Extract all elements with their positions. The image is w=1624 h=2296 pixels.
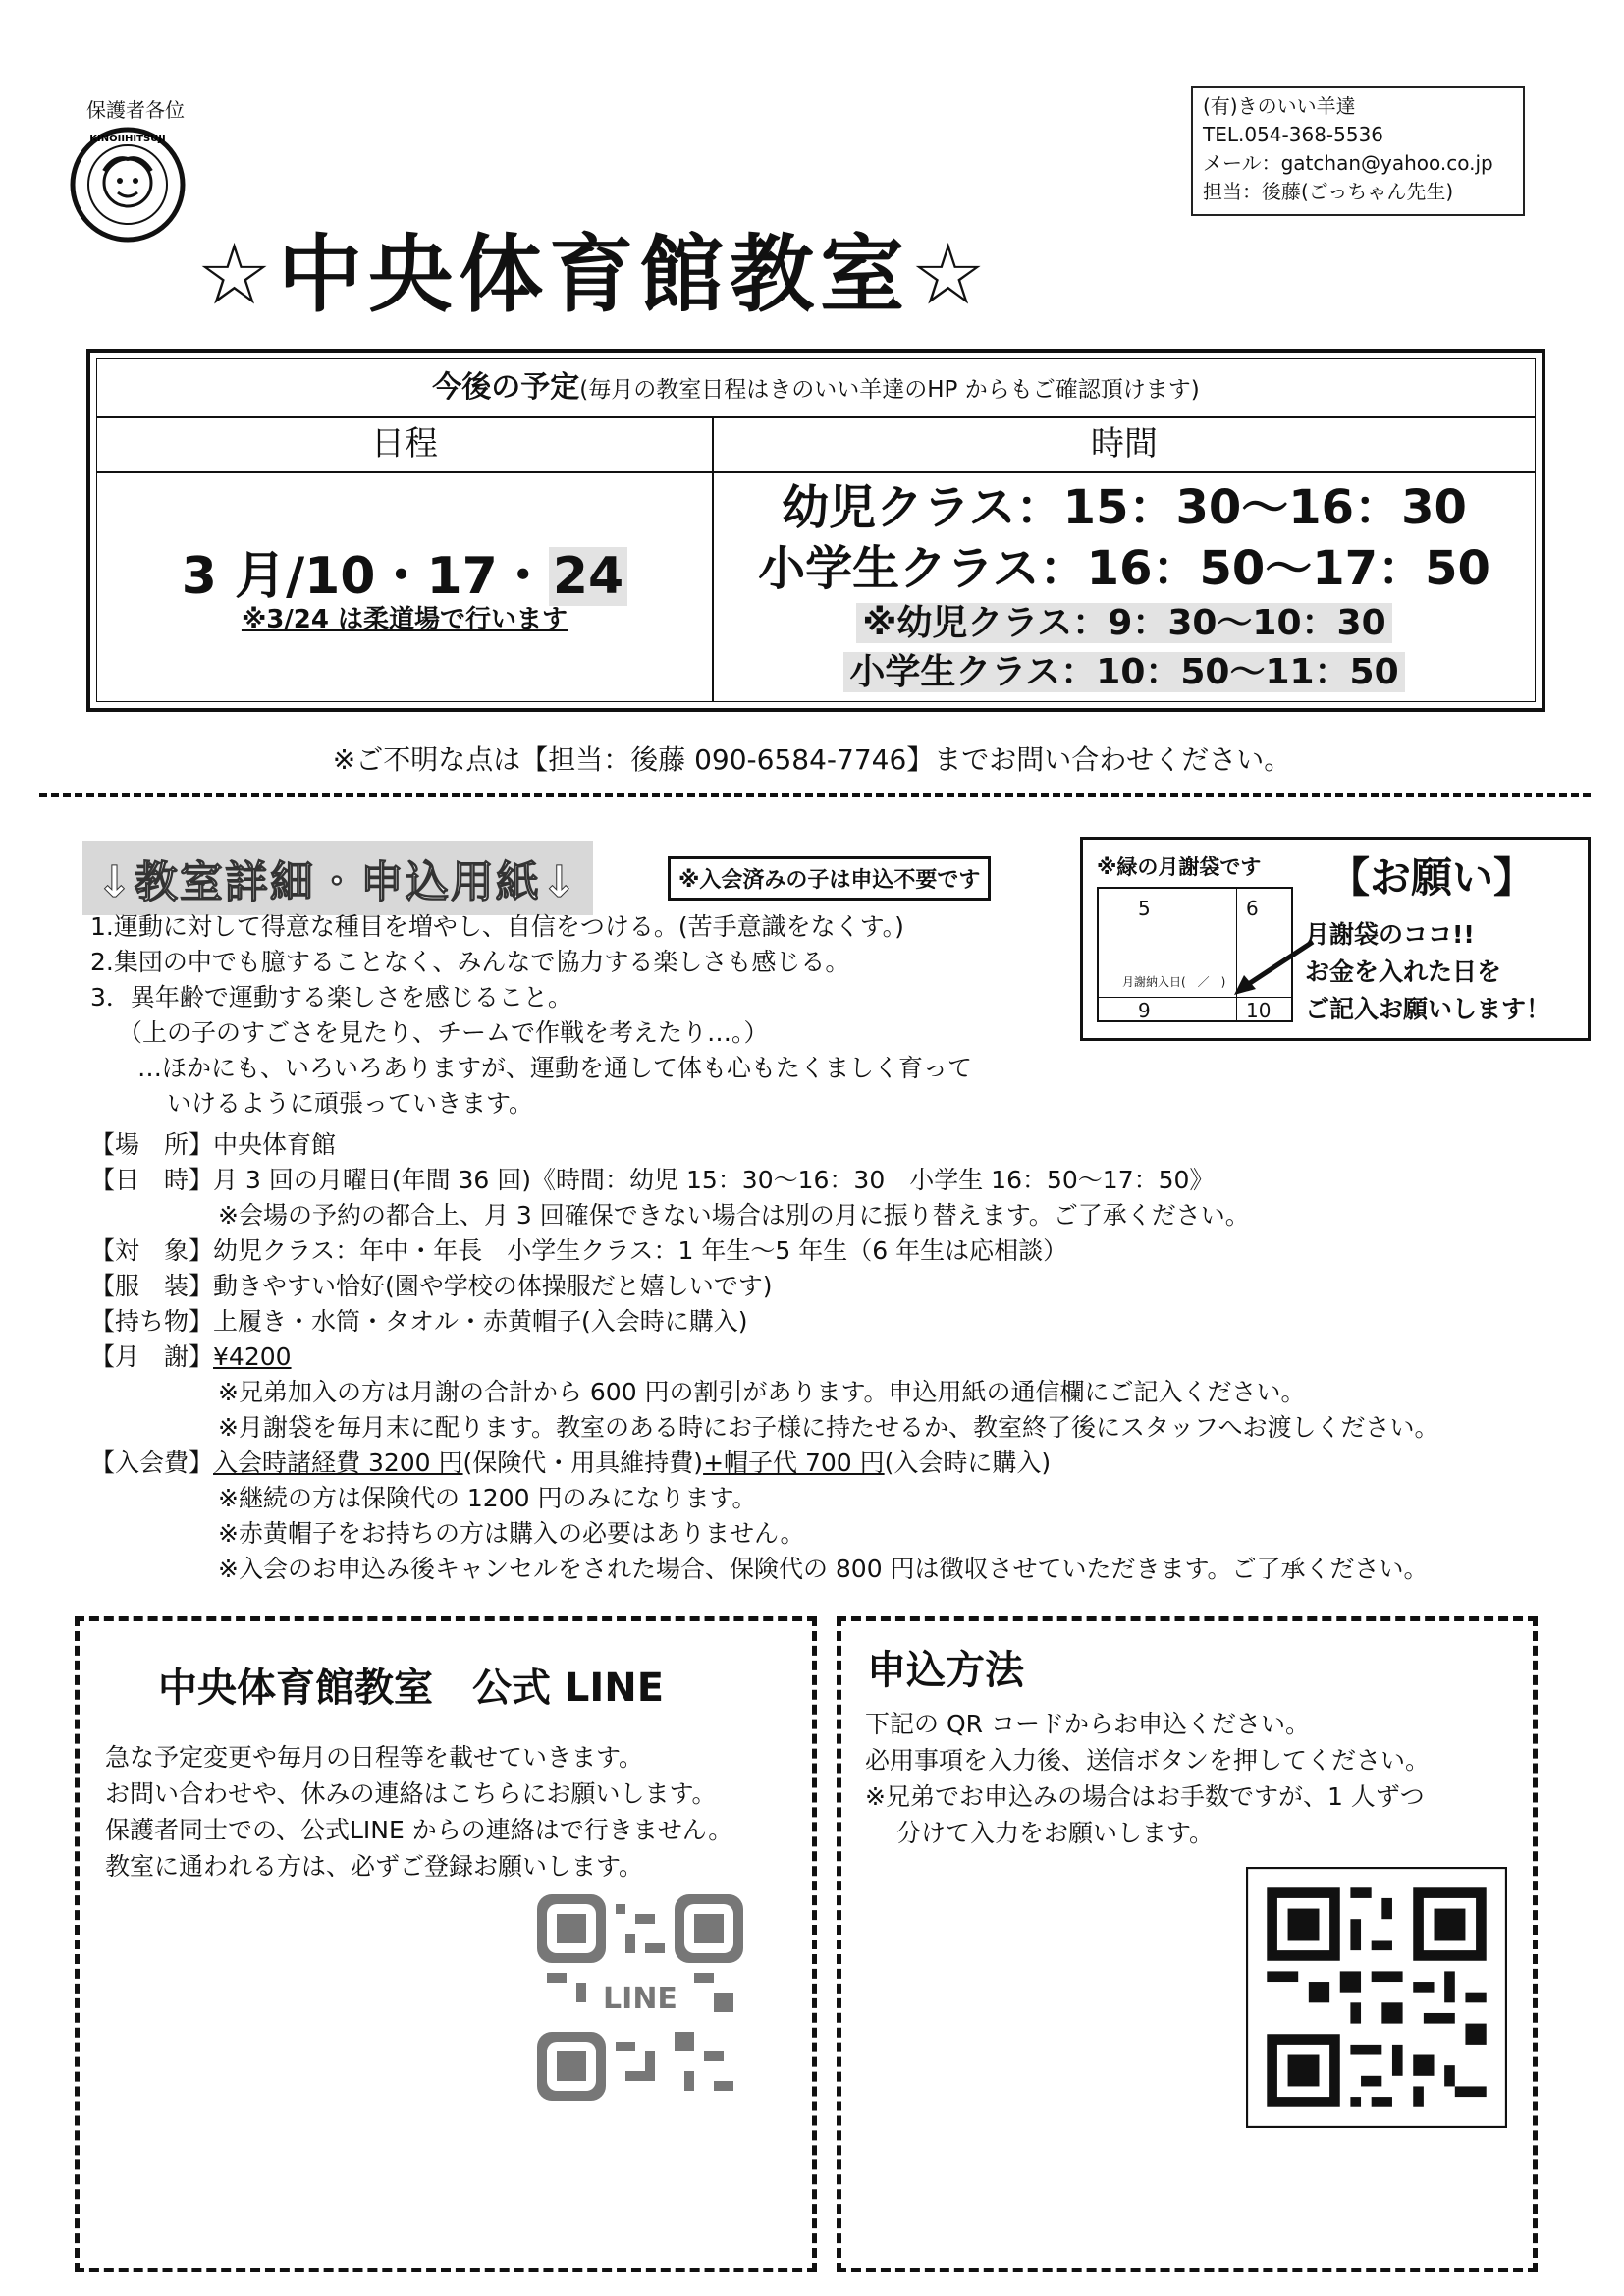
venue-note: ※3/24 は柔道場で行います — [241, 605, 568, 634]
goal-line: （上の子のすごさを見たり、チームで作戦を考えたり…。） — [118, 1018, 769, 1047]
env-number: 9 — [1138, 999, 1151, 1022]
info-target: 【対 象】幼児クラス：年中・年長 小学生クラス：1 年生〜5 年生（6 年生は応相談） — [90, 1236, 1068, 1265]
apply-box-text: 分けて入力をお願いします。 — [896, 1819, 1215, 1847]
request-title: 【お願い】 — [1328, 853, 1536, 902]
info-clothes: 【服 装】動きやすい恰好(園や学校の体操服だと嬉しいです) — [90, 1272, 773, 1300]
env-number: 10 — [1246, 999, 1272, 1022]
schedule-heading-note: (毎月の教室日程はきのいい羊達のHP からもご確認頂けます) — [579, 377, 1200, 403]
request-line: 月謝袋のココ!! — [1305, 920, 1475, 949]
goal-line: 2.集団の中でも臆することなく、みんなで協力する楽しさも感じる。 — [90, 948, 850, 976]
line-box-text: 急な予定変更や毎月の日程等を載せていきます。 — [105, 1743, 644, 1772]
goal-line: いけるように頑張っていきます。 — [167, 1089, 534, 1118]
schedule-heading-title: 今後の予定 — [432, 370, 580, 405]
time-list — [714, 477, 1535, 697]
schedule-heading — [97, 359, 1535, 418]
request-line: お金を入れた日を — [1305, 957, 1502, 986]
page-title: ☆中央体育館教室☆ — [196, 226, 993, 324]
schedule-dates — [97, 534, 712, 608]
time-row: 小学生クラス：16：50〜17：50 — [758, 541, 1490, 596]
qr-line-label: LINE — [603, 1982, 677, 2016]
inquiry-note: ※ご不明な点は【担当：後藤 090-6584-7746】までお問い合わせください。 — [332, 743, 1292, 776]
contact-company: (有)きのいい羊達 — [1203, 94, 1356, 118]
time-row-alt: ※幼児クラス：9：30〜10：30 — [856, 603, 1391, 643]
info-fee: 【月 謝】¥4200 — [90, 1342, 292, 1371]
info-items: 【持ち物】上履き・水筒・タオル・赤黄帽子(入会時に購入) — [90, 1307, 748, 1336]
fee-note: ※月謝袋を毎月末に配ります。教室のある時にお子様に持たせるか、教室終了後にスタッフへお渡しください。 — [218, 1413, 1439, 1442]
line-box — [75, 1616, 817, 2272]
apply-box-text: 必用事項を入力後、送信ボタンを押してください。 — [865, 1746, 1431, 1775]
dates-prefix: 3 月/10・17・ — [181, 547, 549, 606]
schedule-date-column — [97, 416, 714, 701]
line-box-text: お問い合わせや、休みの連絡はこちらにお願いします。 — [105, 1779, 717, 1808]
env-number: 5 — [1138, 897, 1151, 920]
env-number: 6 — [1246, 897, 1259, 920]
request-box — [1080, 837, 1591, 1041]
entry-note: ※入会のお申込み後キャンセルをされた場合、保険代の 800 円は徴収させていただきます。ご了承ください。 — [218, 1555, 1429, 1583]
fee-note: ※兄弟加入の方は月謝の合計から 600 円の割引があります。申込用紙の通信欄にご記入ください。 — [218, 1378, 1306, 1406]
entry-note: ※継続の方は保険代の 1200 円のみになります。 — [218, 1484, 757, 1512]
info-entry: 【入会費】入会時諸経費 3200 円(保険代・用具維持費)+帽子代 700 円(入会時に購入) — [90, 1449, 1052, 1477]
line-box-text: 保護者同士での、公式LINE からの連絡はで行きません。 — [105, 1816, 733, 1844]
logo-text: KINOIIHITSUJI — [89, 134, 166, 144]
goal-line: 3．異年齢で運動する楽しさを感じること。 — [90, 983, 572, 1011]
schedule-time-column — [714, 416, 1535, 701]
contact-person: 担当：後藤(ごっちゃん先生) — [1203, 180, 1454, 203]
apply-box-title: 申込方法 — [867, 1648, 1024, 1693]
col-date-title: 日程 — [97, 416, 712, 473]
info-place: 【場 所】中央体育館 — [90, 1130, 337, 1159]
line-qr-code[interactable] — [537, 1894, 743, 2101]
cut-line-divider — [39, 793, 1591, 797]
line-box-title: 中央体育館教室 公式 LINE — [158, 1666, 665, 1711]
contact-tel: TEL.054-368-5536 — [1203, 123, 1384, 146]
apply-box-text: ※兄弟でお申込みの場合はお手数ですが、1 人ずつ — [865, 1782, 1425, 1811]
recipients: 保護者各位 — [86, 98, 185, 122]
apply-box-text: 下記の QR コードからお申込ください。 — [865, 1710, 1310, 1738]
schedule-table — [86, 349, 1545, 712]
contact-box — [1191, 86, 1525, 216]
time-row-alt: 小学生クラス：10：50〜11：50 — [843, 652, 1404, 692]
fee-value: ¥4200 — [213, 1342, 292, 1371]
line-box-text: 教室に通われる方は、必ずご登録お願いします。 — [105, 1852, 644, 1881]
dates-highlight: 24 — [549, 547, 627, 606]
sheep-logo — [69, 126, 187, 244]
col-time-title: 時間 — [714, 416, 1535, 473]
existing-member-badge: ※入会済みの子は申込不要です — [668, 856, 991, 901]
request-line: ご記入お願いします！ — [1305, 995, 1551, 1023]
details-title: ↓教室詳細・申込用紙↓ — [82, 841, 593, 915]
envelope-label: ※緑の月謝袋です — [1097, 855, 1262, 879]
goal-line: 1.運動に対して得意な種目を増やし、自信をつける。(苦手意識をなくす。) — [90, 912, 904, 941]
contact-email: メール：gatchan@yahoo.co.jp — [1203, 151, 1493, 175]
env-small-label: 月謝納入日( ／ ) — [1122, 975, 1226, 989]
apply-qr-code[interactable] — [1246, 1867, 1507, 2128]
goal-line: …ほかにも、いろいろありますが、運動を通して体も心もたくましく育って — [137, 1054, 973, 1082]
time-row: 幼児クラス：15：30〜16：30 — [782, 480, 1467, 535]
apply-box — [837, 1616, 1538, 2272]
request-text — [1305, 916, 1550, 1028]
info-date-note: ※会場の予約の都合上、月 3 回確保できない場合は別の月に振り替えます。ご了承ください。 — [218, 1201, 1250, 1230]
info-date: 【日 時】月 3 回の月曜日(年間 36 回)《時間：幼児 15：30〜16：30 小学生 16：50〜17：50》 — [90, 1166, 1215, 1194]
entry-note: ※赤黄帽子をお持ちの方は購入の必要はありません。 — [218, 1519, 805, 1548]
